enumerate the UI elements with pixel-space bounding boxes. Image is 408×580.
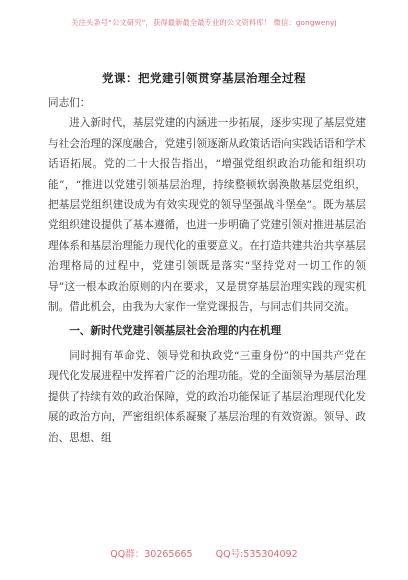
- section-paragraph: 同时拥有革命党、领导党和执政党“三重身份”的中国共产党在现代化发展进程中发挥着广泛的治理功能。党的全面领导为基层治理提供了持续有效的政治保障，党的政治功能保证了基层治理现代化发展的政治方向，严密组织体系凝聚了基层治理的有效资源。领导、政治、思想、组: [48, 349, 366, 444]
- header-banner: 关注头条号“公文研究”，获得最新最全最专业的公文资料库！ 微信：gongwenyj: [71, 18, 337, 27]
- intro-paragraph: 进入新时代，基层党建的内涵进一步拓展，逐步实现了基层党建与社会治理的深度融合，党建引领逐渐从政策话语向实践话语和学术话语拓展。党的二十大报告指出，“增强党组织政治功能和组织功能”，“推进以党建引领基层治理，持续整顿软弱涣散基层党组织，把基层党组织建设成为有效实现党的领导坚强战斗堡垒”。既为基层党组织建设提供了基本遵循，也进一步明确了党建引领对推进基层治理体系和基层治理能力现代化的重要意义。在打造共建共治共享基层治理格局的过程中，党建引领既是落实“坚持党对一切工作的领导”这一根本政治原则的内在要求，又是贯穿基层治理实践的现实机制。借此机会，由我为大家作一堂党课报告，与同志们共同交流。: [48, 117, 366, 314]
- footer: [0, 546, 408, 560]
- document-title: 党课：把党建引领贯穿基层治理全过程: [102, 71, 306, 85]
- section-heading: 一、新时代党建引领基层社会治理的内在机理: [69, 325, 282, 338]
- footer-qq-number: QQ号:535304092: [215, 549, 298, 560]
- document-body: [48, 93, 366, 448]
- greeting: 同志们：: [48, 97, 91, 109]
- footer-qq-group: QQ群：30265665: [110, 549, 193, 560]
